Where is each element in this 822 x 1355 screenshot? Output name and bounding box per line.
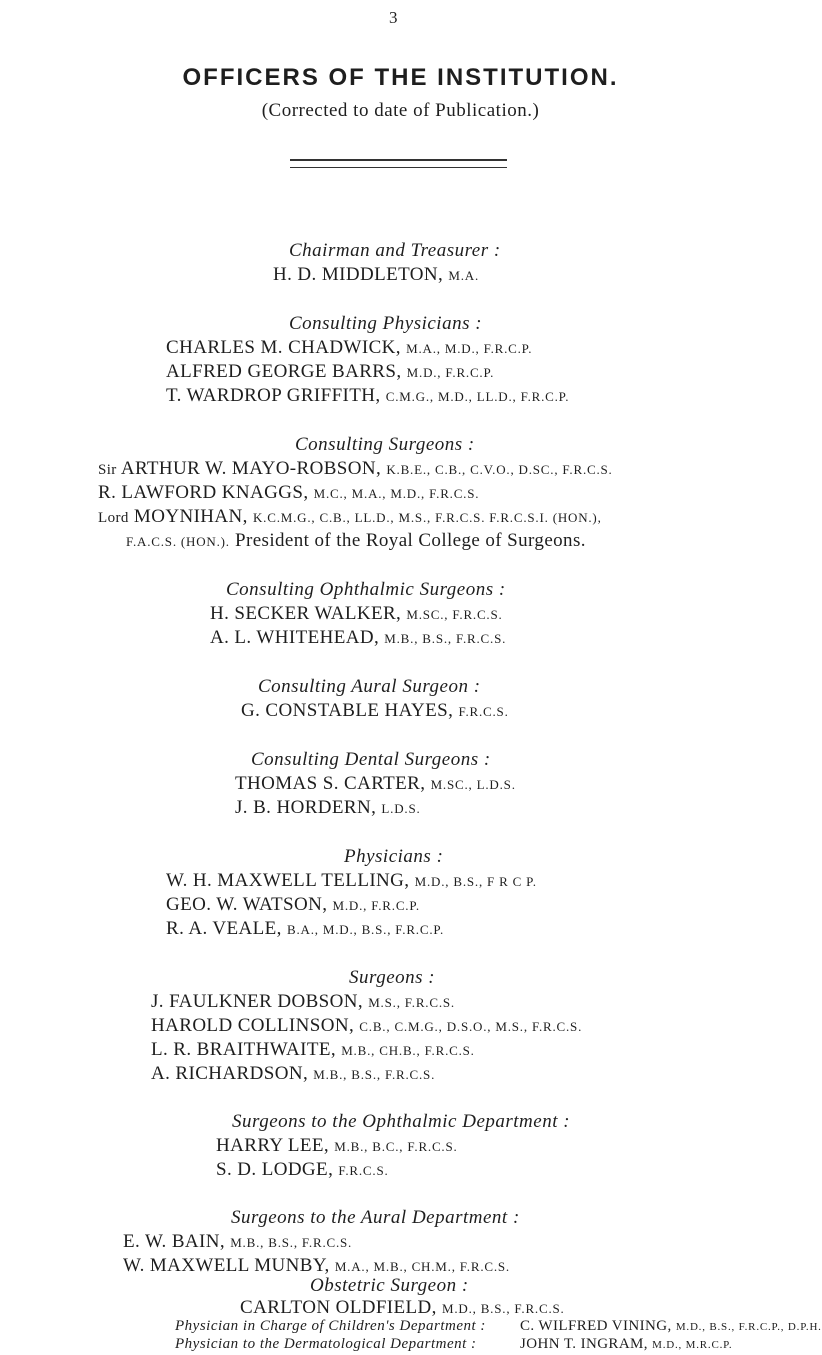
officer-name: JOHN T. INGRAM, <box>520 1336 648 1352</box>
officer-entry <box>151 991 455 1013</box>
officer-qualifications: M.D., F.R.C.P. <box>332 898 420 913</box>
officer-qualifications: C.M.G., M.D., LL.D., F.R.C.P. <box>385 389 570 404</box>
officer-name: H. SECKER WALKER, <box>210 603 402 624</box>
officer-qualifications: K.C.M.G., C.B., LL.D., M.S., F.R.C.S. F.R.C.S.I. (HON.), <box>252 510 602 525</box>
officer-note: President of the Royal College of Surgeons. <box>235 530 586 551</box>
section-heading: Surgeons : <box>349 967 436 988</box>
officer-name: ARTHUR W. MAYO-ROBSON, <box>120 458 382 479</box>
section-heading: Chairman and Treasurer : <box>289 240 501 261</box>
section-heading: Surgeons to the Ophthalmic Department : <box>232 1111 571 1132</box>
officer-qualifications: M.S., F.R.C.S. <box>368 995 455 1010</box>
officer-name: GEO. W. WATSON, <box>166 894 328 915</box>
section-heading: Physicians : <box>344 846 444 867</box>
officer-name: S. D. LODGE, <box>216 1159 334 1180</box>
officer-entry <box>98 482 479 504</box>
officer-entry <box>166 918 444 940</box>
officer-entry <box>151 1039 475 1061</box>
officer-title-prefix: Lord <box>98 510 129 526</box>
section-heading: Physician in Charge of Children's Department : <box>175 1318 486 1334</box>
officer-entry <box>241 700 509 722</box>
officer-name: L. R. BRAITHWAITE, <box>151 1039 337 1060</box>
officer-name: G. CONSTABLE HAYES, <box>241 700 454 721</box>
officer-name: C. WILFRED VINING, <box>520 1318 672 1334</box>
officer-qualifications: M.B., B.S., F.R.C.S. <box>384 631 507 646</box>
officer-entry <box>98 506 602 528</box>
officer-name: W. H. MAXWELL TELLING, <box>166 870 410 891</box>
officer-name: T. WARDROP GRIFFITH, <box>166 385 381 406</box>
officer-qualifications: M.D., M.R.C.P. <box>652 1339 733 1351</box>
officer-qualifications: M.D., B.S., F.R.C.S. <box>441 1301 565 1316</box>
officer-name: THOMAS S. CARTER, <box>235 773 426 794</box>
officer-entry <box>273 264 479 286</box>
officer-entry <box>520 1336 732 1353</box>
officer-qualifications: M.SC., L.D.S. <box>430 777 516 792</box>
double-rule-divider <box>290 159 507 168</box>
officer-name: J. FAULKNER DOBSON, <box>151 991 364 1012</box>
officer-entry <box>216 1135 458 1157</box>
officer-entry <box>123 1231 352 1253</box>
officer-qualifications: M.B., CH.B., F.R.C.S. <box>341 1043 475 1058</box>
section-heading: Consulting Aural Surgeon : <box>258 676 481 697</box>
officer-entry <box>166 337 532 359</box>
officer-entry <box>240 1297 565 1319</box>
officer-name: A. L. WHITEHEAD, <box>210 627 380 648</box>
officer-entry <box>166 870 537 892</box>
section-heading: Consulting Physicians : <box>289 313 483 334</box>
section-heading: Consulting Surgeons : <box>295 434 475 455</box>
officer-name: A. RICHARDSON, <box>151 1063 309 1084</box>
officer-entry <box>126 530 586 552</box>
section-heading: Surgeons to the Aural Department : <box>231 1207 520 1228</box>
officer-name: ALFRED GEORGE BARRS, <box>166 361 402 382</box>
section-heading: Obstetric Surgeon : <box>310 1275 469 1296</box>
officer-name: W. MAXWELL MUNBY, <box>123 1255 330 1276</box>
officer-entry <box>216 1159 389 1181</box>
officer-qualifications: M.B., B.S., F.R.C.S. <box>313 1067 436 1082</box>
officer-entry <box>166 361 494 383</box>
officer-qualifications: K.B.E., C.B., C.V.O., D.SC., F.R.C.S. <box>386 462 613 477</box>
officer-name: CARLTON OLDFIELD, <box>240 1297 437 1318</box>
officer-entry <box>98 458 613 480</box>
officer-title-prefix: Sir <box>98 462 117 478</box>
officer-entry <box>520 1318 822 1335</box>
officer-qualifications: M.SC., F.R.C.S. <box>406 607 503 622</box>
officer-qualifications: M.B., B.C., F.R.C.S. <box>334 1139 458 1154</box>
officer-qualifications: M.D., F.R.C.P. <box>406 365 495 380</box>
officer-entry <box>123 1255 510 1277</box>
officer-qualifications: M.A., M.D., F.R.C.P. <box>406 341 533 356</box>
officer-name: R. A. VEALE, <box>166 918 282 939</box>
officer-name: CHARLES M. CHADWICK, <box>166 337 401 358</box>
officer-qualifications: M.A. <box>448 268 479 283</box>
officer-name: R. LAWFORD KNAGGS, <box>98 482 309 503</box>
officer-entry <box>166 894 420 916</box>
officer-name: HARRY LEE, <box>216 1135 330 1156</box>
officer-qualifications: F.A.C.S. (HON.). <box>126 534 230 549</box>
officer-name: MOYNIHAN, <box>133 506 248 527</box>
officer-entry <box>235 797 421 819</box>
section-heading: Consulting Dental Surgeons : <box>251 749 491 770</box>
officer-name: J. B. HORDERN, <box>235 797 377 818</box>
section-heading: Consulting Ophthalmic Surgeons : <box>226 579 506 600</box>
section-heading: Physician to the Dermatological Department : <box>175 1336 477 1352</box>
officer-qualifications: M.A., M.B., CH.M., F.R.C.S. <box>334 1259 510 1274</box>
officer-qualifications: F.R.C.S. <box>458 704 509 719</box>
officer-qualifications: L.D.S. <box>381 801 421 816</box>
officer-qualifications: M.D., B.S., F.R.C.P., D.P.H. <box>675 1321 822 1333</box>
officer-name: H. D. MIDDLETON, <box>273 264 444 285</box>
officer-entry <box>210 603 503 625</box>
officer-qualifications: F.R.C.S. <box>338 1163 389 1178</box>
officer-name: HAROLD COLLINSON, <box>151 1015 355 1036</box>
officer-qualifications: M.B., B.S., F.R.C.S. <box>230 1235 353 1250</box>
officer-qualifications: M.D., B.S., F R C P. <box>414 874 537 889</box>
page-number: 3 <box>389 8 398 27</box>
officer-qualifications: M.C., M.A., M.D., F.R.C.S. <box>313 486 480 501</box>
officer-name: E. W. BAIN, <box>123 1231 226 1252</box>
officer-entry <box>210 627 506 649</box>
document-title: OFFICERS OF THE INSTITUTION. <box>182 64 619 91</box>
officer-entry <box>166 385 569 407</box>
document-subtitle: (Corrected to date of Publication.) <box>261 100 540 121</box>
officer-entry <box>151 1063 435 1085</box>
officer-entry <box>151 1015 582 1037</box>
officer-qualifications: C.B., C.M.G., D.S.O., M.S., F.R.C.S. <box>359 1019 583 1034</box>
officer-qualifications: B.A., M.D., B.S., F.R.C.P. <box>286 922 445 937</box>
officer-entry <box>235 773 516 795</box>
